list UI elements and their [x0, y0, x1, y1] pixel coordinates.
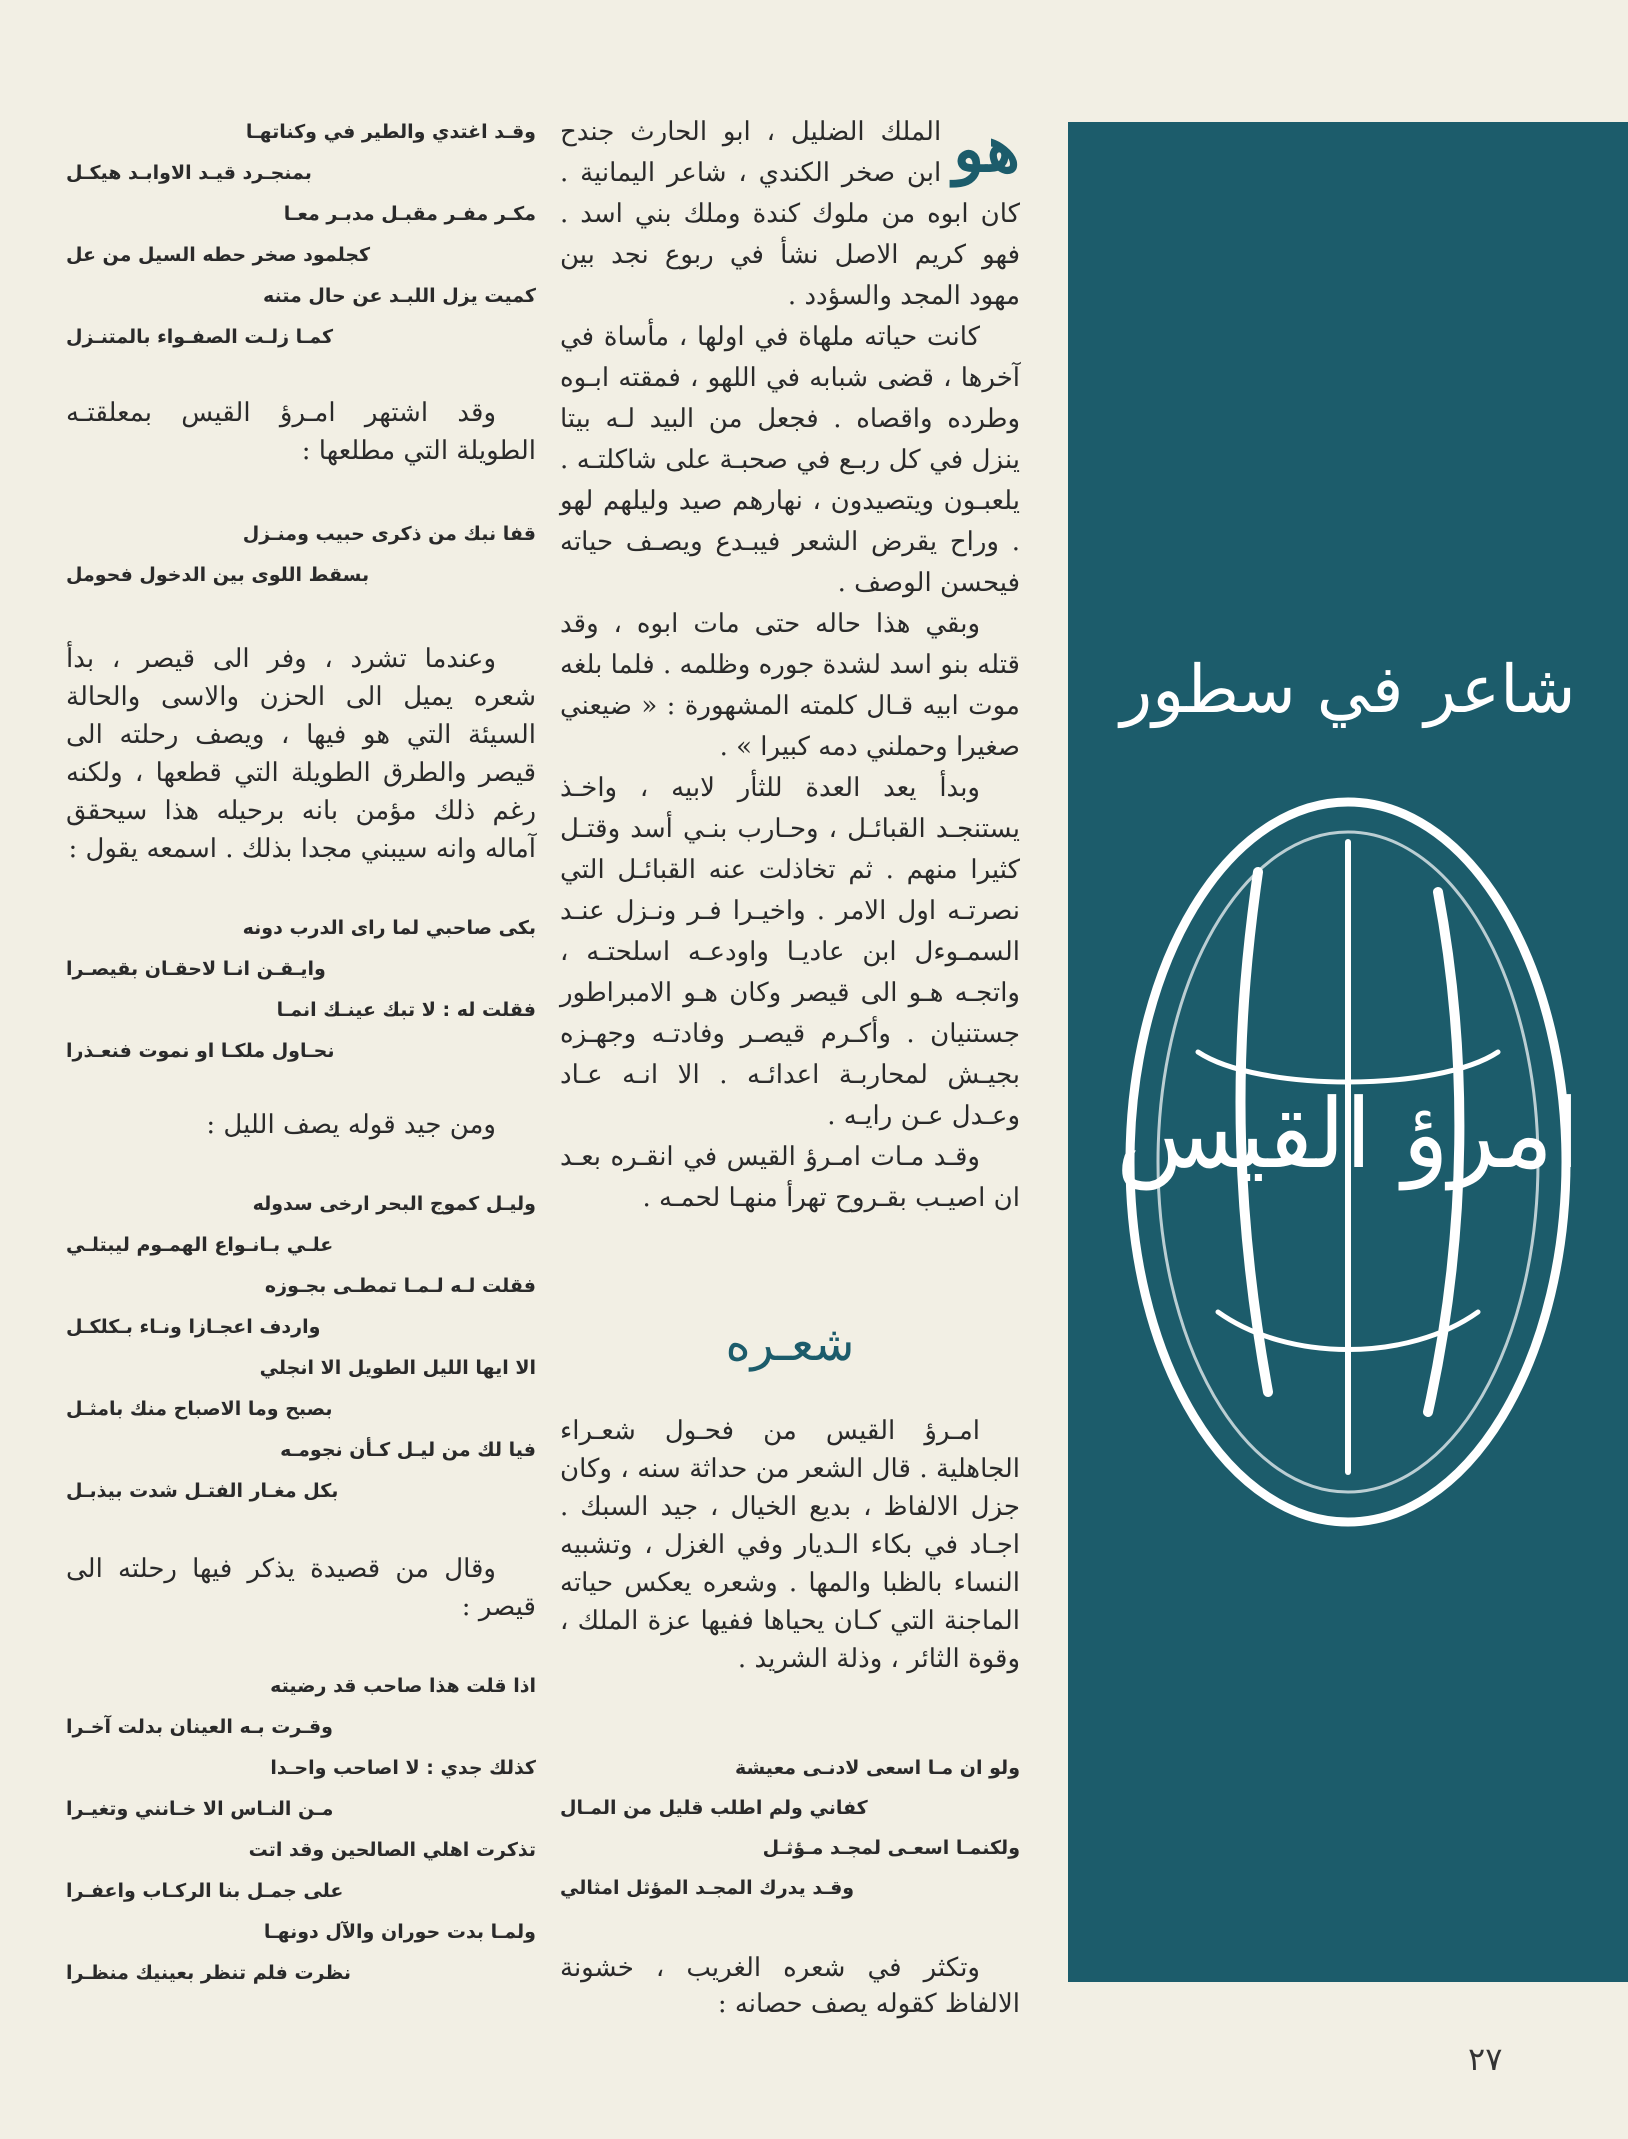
prose-block	[66, 394, 536, 470]
verse-line: نحـاول ملكـا او نموت فنعـذرا	[66, 1040, 335, 1062]
verse-line: بمنجـرد قيـد الاوابـد هيكـل	[66, 162, 312, 184]
poetry-tail-text: وتكثر في شعره الغريب ، خشونة الالفاظ كقوله يصف حصانه :	[560, 1953, 1020, 2019]
biography-column	[560, 112, 1020, 1219]
title-panel	[1068, 122, 1628, 1982]
verse-line: فيا لك من ليـل كـأن نجومـه	[280, 1439, 536, 1461]
verse-block-journey	[66, 908, 536, 1072]
poetry-paragraph: امـرؤ القيس من فحـول شعـراء الجاهلية . قال الشعر من حداثة سنه ، وكان جزل الالفاظ ، بديع الخيال ، جيد السبك . اجـاد في بكاء الـديار وفي الغزل ، وتشبيه النساء بالظبا والمها . وشعره يعكس حياته الماجنة التي كـان يحياها ففيها عزة الملك ، وقوة الثائر ، وذلة الشريد .	[560, 1416, 1020, 1674]
verse-line: كمـا زلـت الصفـواء بالمتنـزل	[66, 326, 334, 348]
bio-paragraph: كانت حياته ملهاة في اولها ، مأساة في آخرها ، قضى شبابه في اللهو ، فمقته ابـوه وطرده واقصاه . فجعل من البيد لـه بيتا ينزل في كل ربـع في صحبـة على شاكلتـه . يلعبـون ويتصيدون ، نهارهم صيد وليلهم لهو . وراح يقرض الشعر فيبـدع ويصـف حياته فيحسن الوصف .	[560, 322, 1020, 598]
panel-title: شاعر في سطور	[1120, 651, 1576, 728]
section-heading-poetry: شعـره	[725, 1316, 855, 1372]
verse-line: مكـر مفـر مقبـل مدبـر معـا	[283, 203, 536, 225]
poetry-verses	[560, 1748, 1020, 1908]
verse-line: ولمـا بدت حوران والآل دونهـا	[263, 1921, 536, 1943]
verse-line: نظرت فلم تنظر بعينيك منظـرا	[66, 1962, 351, 1984]
poet-name: امرؤ القيس	[1116, 1078, 1580, 1190]
prose-text: وعندما تشرد ، وفر الى قيصر ، بدأ شعره يميل الى الحزن والاسى والحالة السيئة التي هو فيها ، ويصف رحلته الى قيصر والطرق الطويلة التي قطعها ، ولكنه رغم ذلك مؤمن بانه برحيله هذا سيحقق آماله وانه سيبني مجدا بذلك . اسمعه يقول :	[66, 644, 536, 864]
prose-text: وقال من قصيدة يذكر فيها رحلته الى قيصر :	[66, 1554, 536, 1622]
verse-line: بسقط اللوى بين الدخول فحومل	[66, 564, 370, 586]
verse-line: قفا نبك من ذكرى حبيب ومنـزل	[242, 523, 536, 545]
verse-line: بكل مغـار الفتـل شدت بيذبـل	[66, 1480, 339, 1502]
verse-line: واردف اعجـازا ونـاء بـكلكـل	[66, 1316, 321, 1338]
verse-line: كذلك جدي : لا اصاحب واحـدا	[270, 1757, 536, 1779]
prose-text: ومن جيد قوله يصف الليل :	[206, 1110, 496, 1140]
verse-block-horse	[66, 112, 536, 358]
page-number: ٢٧	[1468, 2040, 1503, 2078]
poetry-intro	[560, 1412, 1020, 1678]
prose-text: وقد اشتهر امـرؤ القيس بمعلقتـه الطويلة التي مطلعها :	[66, 398, 536, 466]
verse-line: فقلت له : لا تبك عينـك انمـا	[276, 999, 536, 1021]
verse-line: على جمـل بنا الركـاب واعفـرا	[66, 1880, 344, 1902]
verse-block-companion	[66, 1666, 536, 1994]
verse-line: كميت يزل اللبـد عن حال متنه	[263, 285, 536, 307]
verse-line: وقـرت بـه العينان بدلت آخـرا	[66, 1716, 333, 1738]
verse-line: مـن النـاس الا خـانني وتغيـرا	[66, 1798, 334, 1820]
verse-line: وقـد يدرك المجـد المؤثل امثالي	[560, 1877, 855, 1899]
verse-line: وايـقـن انـا لاحقـان بقيصـرا	[66, 958, 326, 980]
prose-block	[66, 1106, 536, 1144]
verse-line: علـي بـانـواع الهمـوم ليبتلـي	[66, 1234, 334, 1256]
verse-line: بصبح وما الاصباح منك بامثـل	[66, 1398, 333, 1420]
verse-line: كفاني ولم اطلب قليل من المـال	[560, 1797, 868, 1819]
bio-paragraph: وقـد مـات امـرؤ القيس في انقـره بعـد ان اصيـب بقـروح تهرأ منهـا لحمـه .	[560, 1142, 1020, 1213]
verse-line: تذكرت اهلي الصالحين وقد اتت	[248, 1839, 536, 1861]
verse-line: وليـل كموج البحر ارخى سدوله	[252, 1193, 536, 1215]
prose-block	[66, 1550, 536, 1626]
bio-paragraph: وبدأ يعد العدة للثأر لابيه ، واخـذ يستنجـد القبائـل ، وحـارب بنـي أسد وقتـل كثيرا منهم . ثم تخاذلت عنه القبائـل التي نصرتـه اول الامر . واخيـرا فـر ونـزل عنـد السمـوءل ابن عاديـا واودعـه اسلحتـه ، واتجـه هـو الى قيصر وكان هـو الامبراطور جستنيان . وأكـرم قيصـر وفادتـه وجهـزه بجيـش لمحاربـة اعدائـه . الا انـه عـاد وعـدل عـن رايـه .	[560, 773, 1020, 1131]
verse-line: بكى صاحبي لما راى الدرب دونه	[242, 917, 536, 939]
verse-line: ولكنمـا اسعـى لمجـد مـؤثـل	[762, 1837, 1020, 1859]
left-column	[66, 112, 536, 1994]
prose-block	[66, 640, 536, 868]
bio-paragraph: وبقي هذا حاله حتى مات ابوه ، وقد قتله بنو اسد لشدة جوره وظلمه . فلما بلغه موت ابيه قـال كلمته المشهورة : « ضيعني صغيرا وحملني دمه كبيرا » .	[560, 609, 1020, 762]
verse-block-night	[66, 1184, 536, 1512]
verse-block-muallaqa	[66, 514, 536, 596]
verse-line: وقـد اغتدي والطير في وكناتهـا	[245, 121, 536, 143]
verse-line: ولو ان مـا اسعى لادنـى معيشة	[734, 1757, 1020, 1779]
verse-line: اذا قلت هذا صاحب قد رضيته	[270, 1675, 536, 1697]
lead-word: هو	[953, 112, 1020, 187]
bio-paragraph: الملك الضليل ، ابو الحارث جندح ابن صخر الكندي ، شاعر اليمانية . كان ابوه من ملوك كندة وملك بني اسد . فهو كريم الاصل نشأ في ربوع نجد بين مهود المجد والسؤدد .	[560, 117, 1020, 311]
poetry-tail	[560, 1950, 1020, 2022]
verse-line: الا ايها الليل الطويل الا انجلي	[259, 1357, 536, 1379]
verse-line: كجلمود صخر حطه السيل من عل	[66, 244, 371, 266]
verse-line: فقلت لـه لـمـا تمطـى بجـوزه	[264, 1275, 536, 1297]
